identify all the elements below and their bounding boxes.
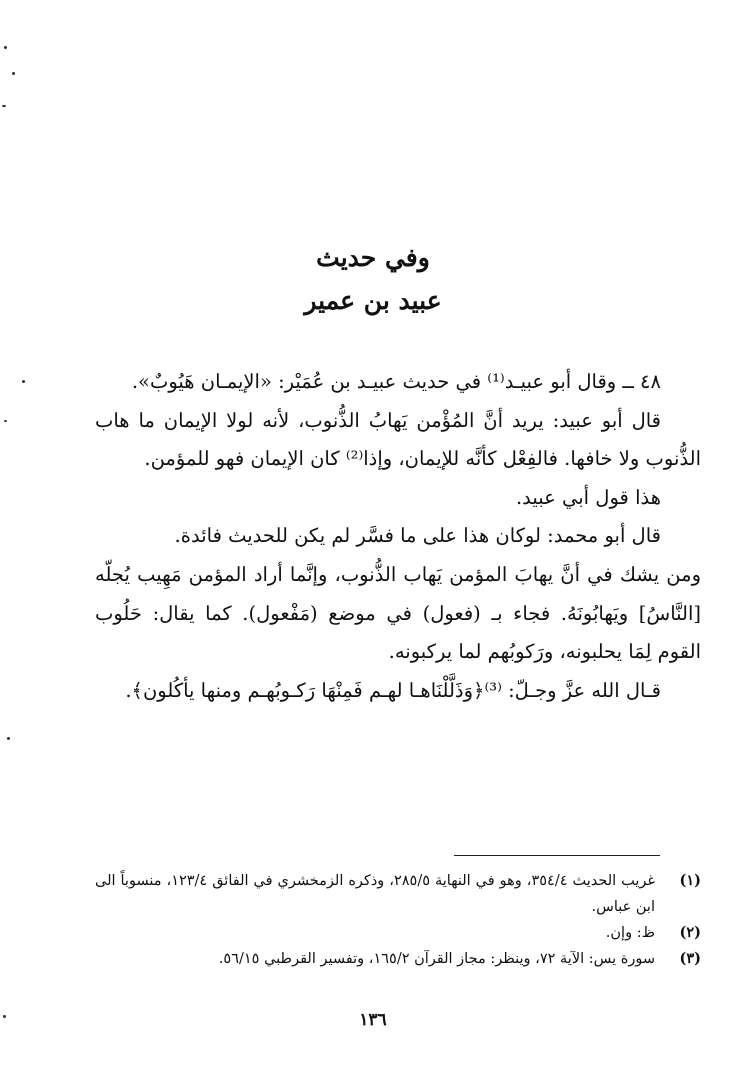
footnote-text: ظ: وإن. — [605, 925, 655, 941]
paragraph-attribution: هذا قول أبي عبيد. — [515, 485, 661, 509]
paragraph-48: ٤٨ ــ وقال أبو عبيـد⁽¹⁾ في حديث عبيـد بن عُمَيْر: «الإيمـان هَيُوبٌ». — [131, 370, 661, 393]
section-title-line-2: عبيد بن عمير — [304, 286, 442, 315]
footnote-number: (٢) — [679, 924, 701, 941]
paragraph-abu-muhammad: قال أبو محمد: لوكان هذا على ما فسَّر لم يكن للحديث فائدة. — [174, 524, 661, 548]
footnote-item — [95, 868, 701, 920]
footnote-item — [95, 920, 701, 946]
footnote-number: (٣) — [679, 950, 701, 967]
footnote-number: (١) — [679, 872, 701, 889]
footnote-text: غريب الحديث ٣٥٤/٤، وهو في النهاية ٢٨٥/٥، وذكره الزمخشري في الفائق ١٢٣/٤، منسوباً الى ابن عباس. — [95, 873, 656, 915]
section-title-line-1: وفي حديث — [316, 243, 430, 272]
scan-speck — [2, 105, 6, 107]
paragraph-quran-quote: قـال الله عزَّ وجـلّ: ⁽³⁾﴿وَذَلَّلْنَاهـا لهـم فَمِنْهَا رَكـوبُهـم ومنها يأكُلون﴾. — [125, 678, 661, 702]
footnotes — [95, 868, 701, 972]
main-text — [95, 363, 701, 710]
footnote-separator — [454, 855, 660, 856]
page-number: ١٣٦ — [359, 1010, 387, 1030]
scan-speck — [7, 737, 10, 740]
scan-speck — [4, 420, 7, 422]
paragraph-explanation: قال أبو عبيد: يريد أنَّ المُؤْمن يَهابُ الذُّنوب، لأنه لولا الإيمان ما هاب الذُّنوب ولا خافها. فالفِعْل كأنَّه للإيمان، وإذا⁽²⁾ كان الإيمان فهو للمؤمن. — [95, 408, 701, 471]
scan-speck — [22, 380, 25, 383]
footnote-item — [95, 946, 701, 972]
paragraph-argument: ومن يشك في أنَّ يهابَ المؤمن يَهاب الذُّنوب، وإنَّما أراد المؤمن مَهِيب يُجلّه [النَّاسُ] ويَهابُونَهُ. فجاء بـ (فعول) في موضع (مَفْعول). كما يقال: حَلُوب القوم لِمَا يحلبونه، ورَكوبُهم لما يركبونه. — [95, 562, 701, 664]
scan-speck — [12, 72, 15, 75]
scan-speck — [3, 1015, 6, 1018]
footnote-text: سورة يس: الآية ٧٢، وينظر: مجاز القرآن ١٦٥/٢، وتفسير القرطبي ٥٦/١٥. — [218, 951, 655, 967]
scan-speck — [4, 46, 7, 49]
